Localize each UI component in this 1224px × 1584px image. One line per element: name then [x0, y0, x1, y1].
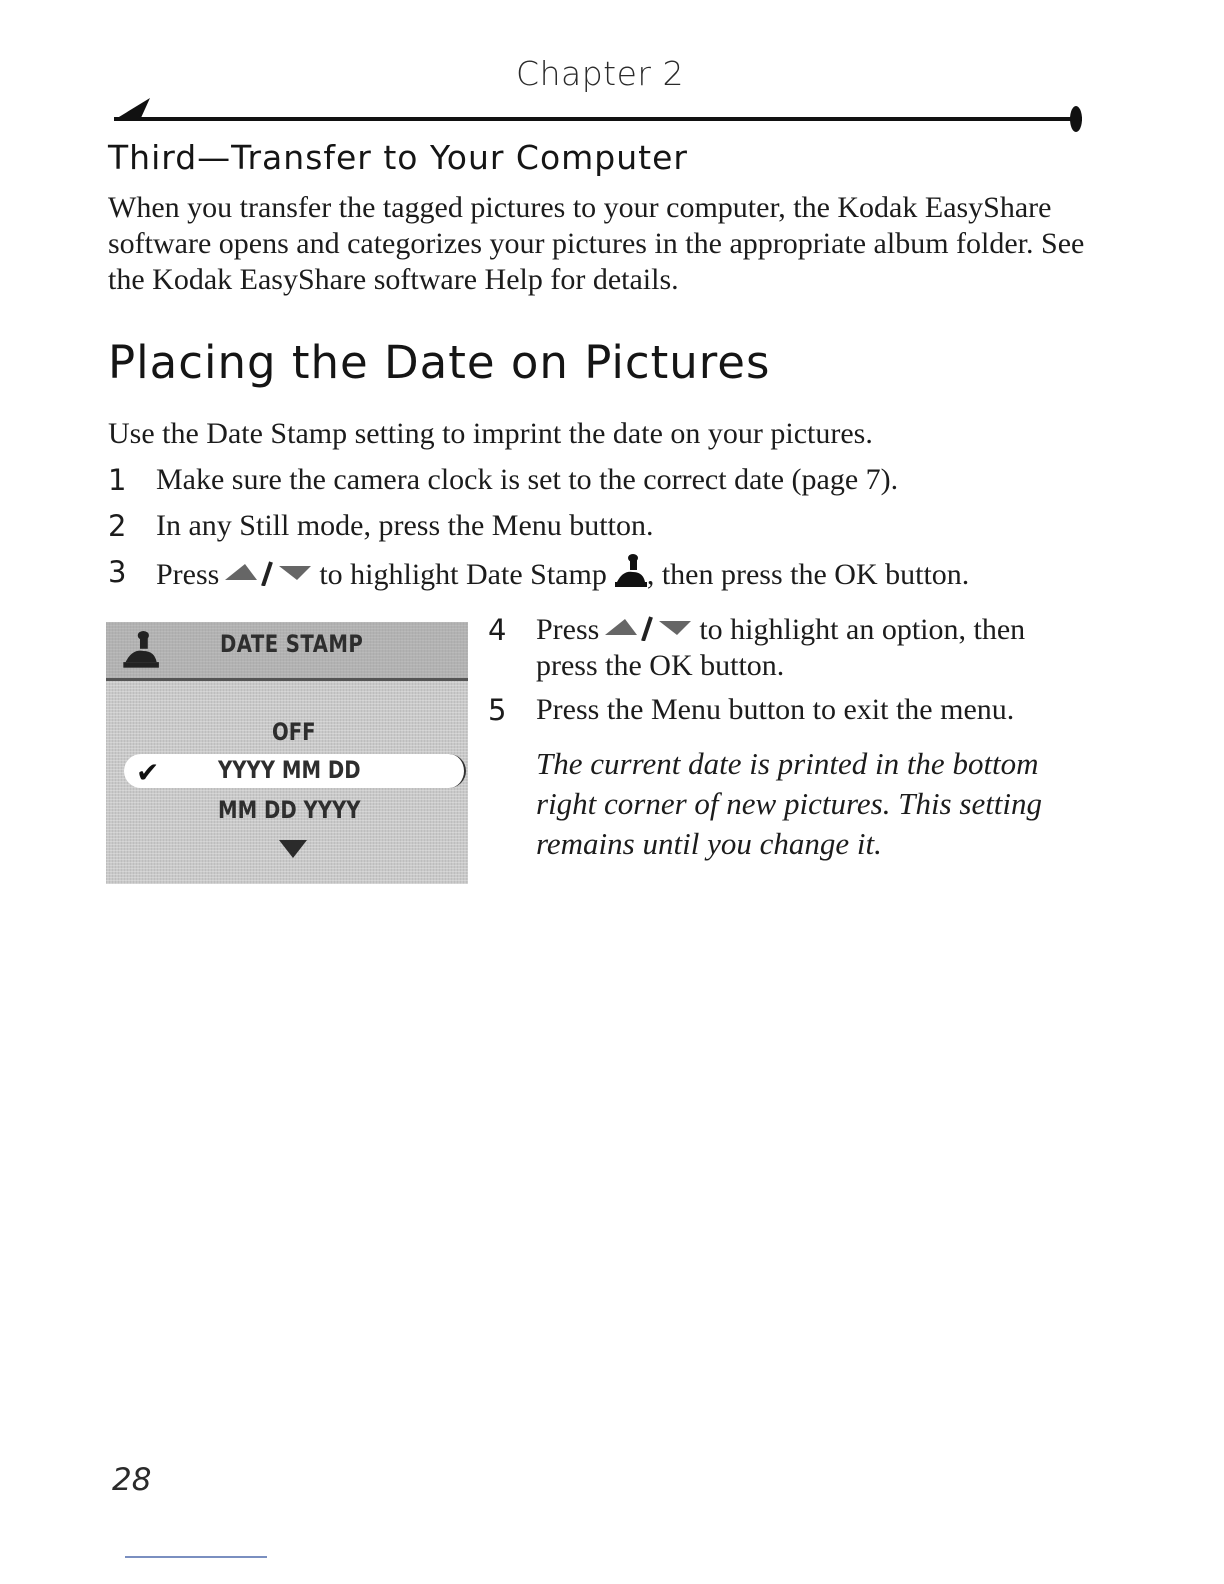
lcd-option-off: OFF	[272, 718, 316, 746]
step-text	[536, 612, 1056, 684]
result-note: The current date is printed in the bottom right corner of new pictures. This setting remains until you change it.	[536, 746, 1043, 861]
step-text-post: , then press the OK button.	[646, 558, 970, 591]
date-stamp-icon	[613, 554, 647, 590]
lcd-title: DATE STAMP	[220, 630, 364, 658]
page-header	[110, 50, 1090, 140]
step-number: 1	[108, 463, 127, 497]
camera-lcd-screen	[106, 622, 468, 884]
step-number: 4	[488, 613, 507, 647]
transfer-paragraph: When you transfer the tagged pictures to your computer, the Kodak EasyShare software opens and categorizes your pictures in the appropriate album folder. See the Kodak EasyShare software Help for details.	[108, 191, 1085, 296]
lcd-separator	[106, 678, 468, 681]
step-text-mid: to highlight Date Stamp	[319, 558, 607, 591]
date-stamp-icon	[120, 631, 160, 671]
step-text-mid: to highlight an option, then press the OK button.	[536, 613, 1026, 682]
step-number: 3	[108, 555, 127, 589]
date-intro: Use the Date Stamp setting to imprint the date on your pictures.	[108, 417, 873, 450]
step-text-pre: Press	[536, 613, 600, 646]
lcd-option-yyyy-mm-dd: YYYY MM DD	[218, 756, 361, 784]
step-number: 2	[108, 509, 127, 543]
footer-line	[125, 1556, 267, 1558]
up-down-arrows-icon	[223, 560, 315, 586]
up-down-arrows-icon	[603, 615, 695, 641]
step-text: Press the Menu button to exit the menu.	[536, 693, 1015, 726]
header-rule	[110, 98, 1095, 138]
step-text	[156, 554, 969, 593]
step-text: Make sure the camera clock is set to the correct date (page 7).	[156, 463, 899, 496]
page-number: 28	[112, 1462, 152, 1498]
chapter-title: Chapter 2	[516, 54, 684, 93]
section-heading-date: Placing the Date on Pictures	[108, 336, 771, 389]
down-arrow-icon	[279, 840, 307, 858]
section-heading-transfer: Third—Transfer to Your Computer	[108, 138, 688, 177]
check-icon: ✔	[136, 756, 160, 789]
step-text-pre: Press	[156, 558, 220, 591]
step-number: 5	[488, 693, 507, 727]
step-text: In any Still mode, press the Menu button.	[156, 509, 654, 542]
lcd-option-mm-dd-yyyy: MM DD YYYY	[218, 796, 361, 824]
